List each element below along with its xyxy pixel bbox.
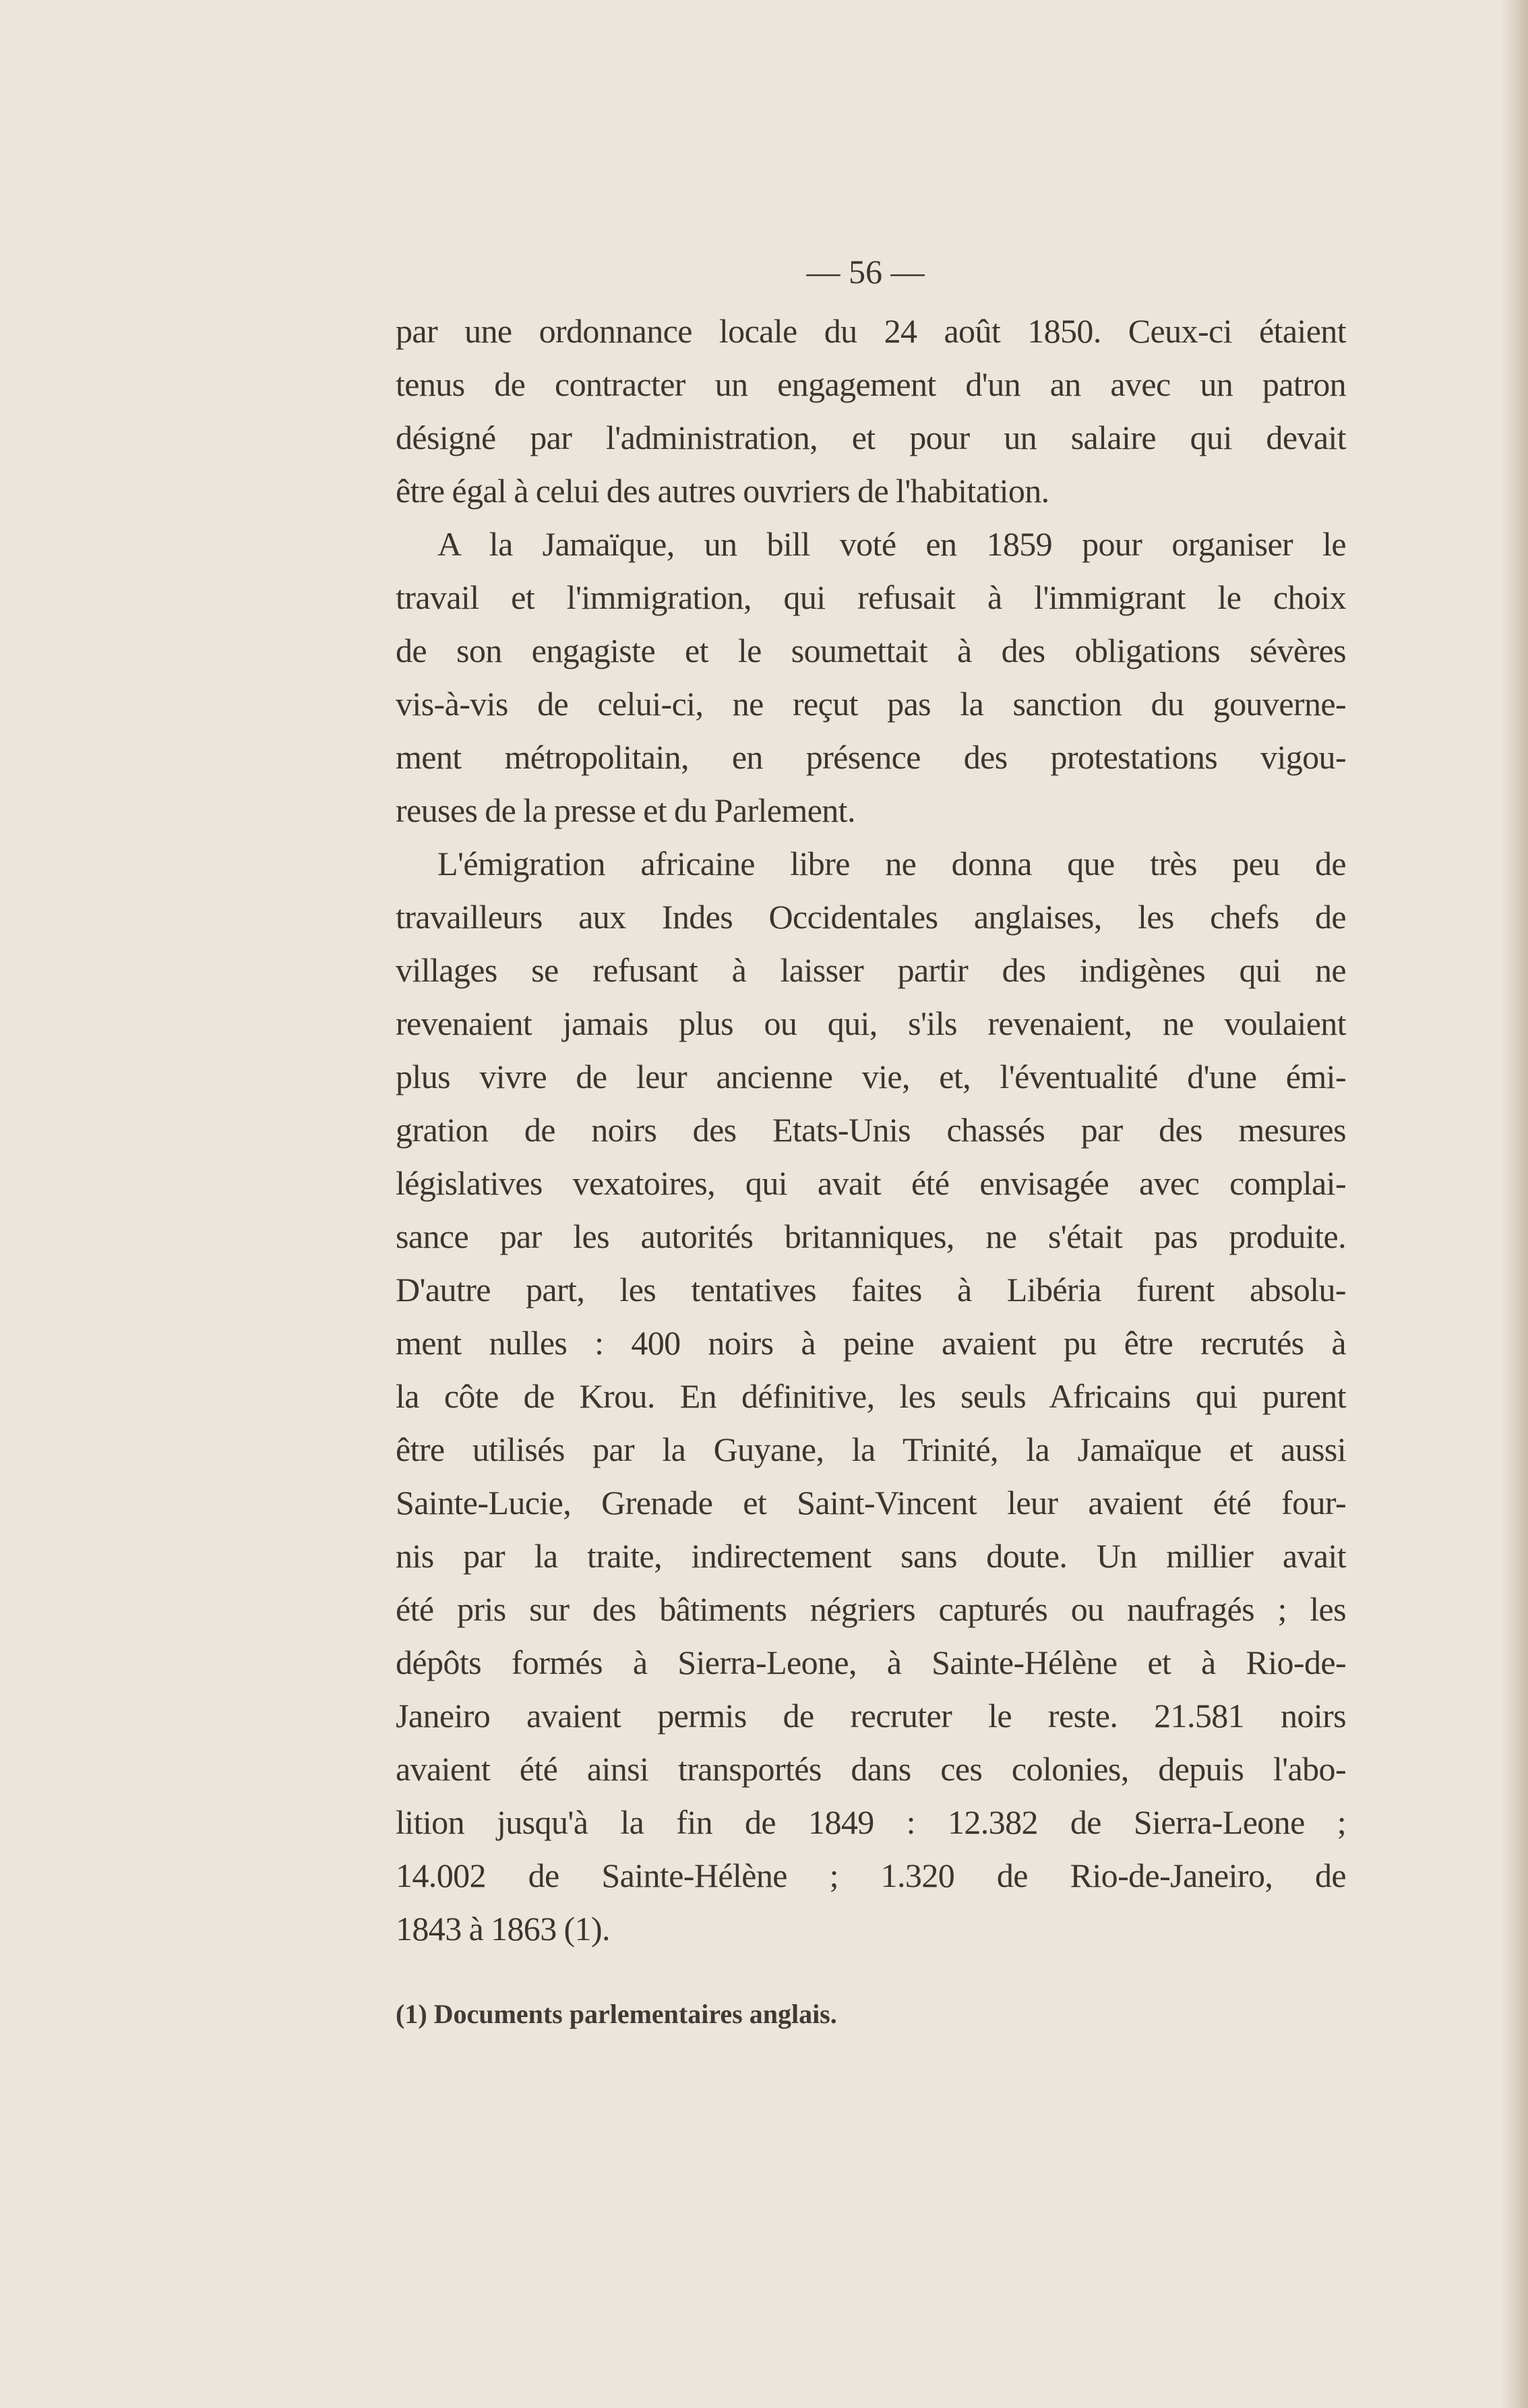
text-line: 1843 à 1863 (1).	[396, 1910, 610, 1948]
text-line: été pris sur des bâtiments négriers capturés ou naufragés ; les	[396, 1590, 1346, 1628]
text-line: 14.002 de Sainte-Hélène ; 1.320 de Rio-de-Janeiro, de	[396, 1857, 1346, 1894]
text-line: travailleurs aux Indes Occidentales anglaises, les chefs de	[396, 898, 1346, 936]
text-line: plus vivre de leur ancienne vie, et, l'éventualité d'une émi-	[396, 1058, 1346, 1095]
paragraph	[396, 305, 1346, 518]
footnote: (1) Documents parlementaires anglais.	[396, 1999, 837, 2029]
text-line: avaient été ainsi transportés dans ces colonies, depuis l'abo-	[396, 1750, 1346, 1788]
text-line: la côte de Krou. En définitive, les seuls Africains qui purent	[396, 1377, 1346, 1415]
text-line: être égal à celui des autres ouvriers de l'habitation.	[396, 472, 1049, 510]
text-line: sance par les autorités britanniques, ne s'était pas produite.	[396, 1217, 1346, 1255]
text-line: législatives vexatoires, qui avait été envisagée avec complai-	[396, 1164, 1346, 1202]
text-line: ment métropolitain, en présence des protestations vigou-	[396, 738, 1346, 776]
text-line: gration de noirs des Etats-Unis chassés par des mesures	[396, 1111, 1346, 1149]
text-line: vis-à-vis de celui-ci, ne reçut pas la sanction du gouverne-	[396, 685, 1346, 723]
page-column	[396, 251, 1346, 2031]
text-line: A la Jamaïque, un bill voté en 1859 pour organiser le	[437, 525, 1346, 563]
page-number: — 56 —	[806, 253, 925, 291]
text-line: Janeiro avaient permis de recruter le reste. 21.581 noirs	[396, 1697, 1346, 1735]
text-line: être utilisés par la Guyane, la Trinité, la Jamaïque et aussi	[396, 1431, 1346, 1468]
paragraph	[396, 518, 1346, 837]
text-line: ment nulles : 400 noirs à peine avaient pu être recrutés à	[396, 1324, 1346, 1362]
text-line: L'émigration africaine libre ne donna que très peu de	[437, 845, 1346, 882]
text-line: villages se refusant à laisser partir des indigènes qui ne	[396, 951, 1346, 989]
text-line: reuses de la presse et du Parlement.	[396, 791, 855, 829]
text-line: de son engagiste et le soumettait à des obligations sévères	[396, 632, 1346, 669]
text-line: nis par la traite, indirectement sans doute. Un millier avait	[396, 1537, 1346, 1575]
text-line: lition jusqu'à la fin de 1849 : 12.382 de Sierra-Leone ;	[396, 1803, 1346, 1841]
text-line: désigné par l'administration, et pour un salaire qui devait	[396, 419, 1346, 456]
text-line: dépôts formés à Sierra-Leone, à Sainte-Hélène et à Rio-de-	[396, 1644, 1346, 1681]
text-line: Sainte-Lucie, Grenade et Saint-Vincent leur avaient été four-	[396, 1484, 1346, 1522]
text-line: par une ordonnance locale du 24 août 1850. Ceux-ci étaient	[396, 312, 1346, 350]
text-line: D'autre part, les tentatives faites à Libéria furent absolu-	[396, 1271, 1346, 1308]
text-line: tenus de contracter un engagement d'un an avec un patron	[396, 365, 1346, 403]
body-text	[396, 305, 1346, 1956]
text-line: revenaient jamais plus ou qui, s'ils revenaient, ne voulaient	[396, 1004, 1346, 1042]
paragraph	[396, 837, 1346, 1956]
text-line: travail et l'immigration, qui refusait à l'immigrant le choix	[396, 578, 1346, 616]
page-edge-shadow	[1501, 0, 1528, 2408]
